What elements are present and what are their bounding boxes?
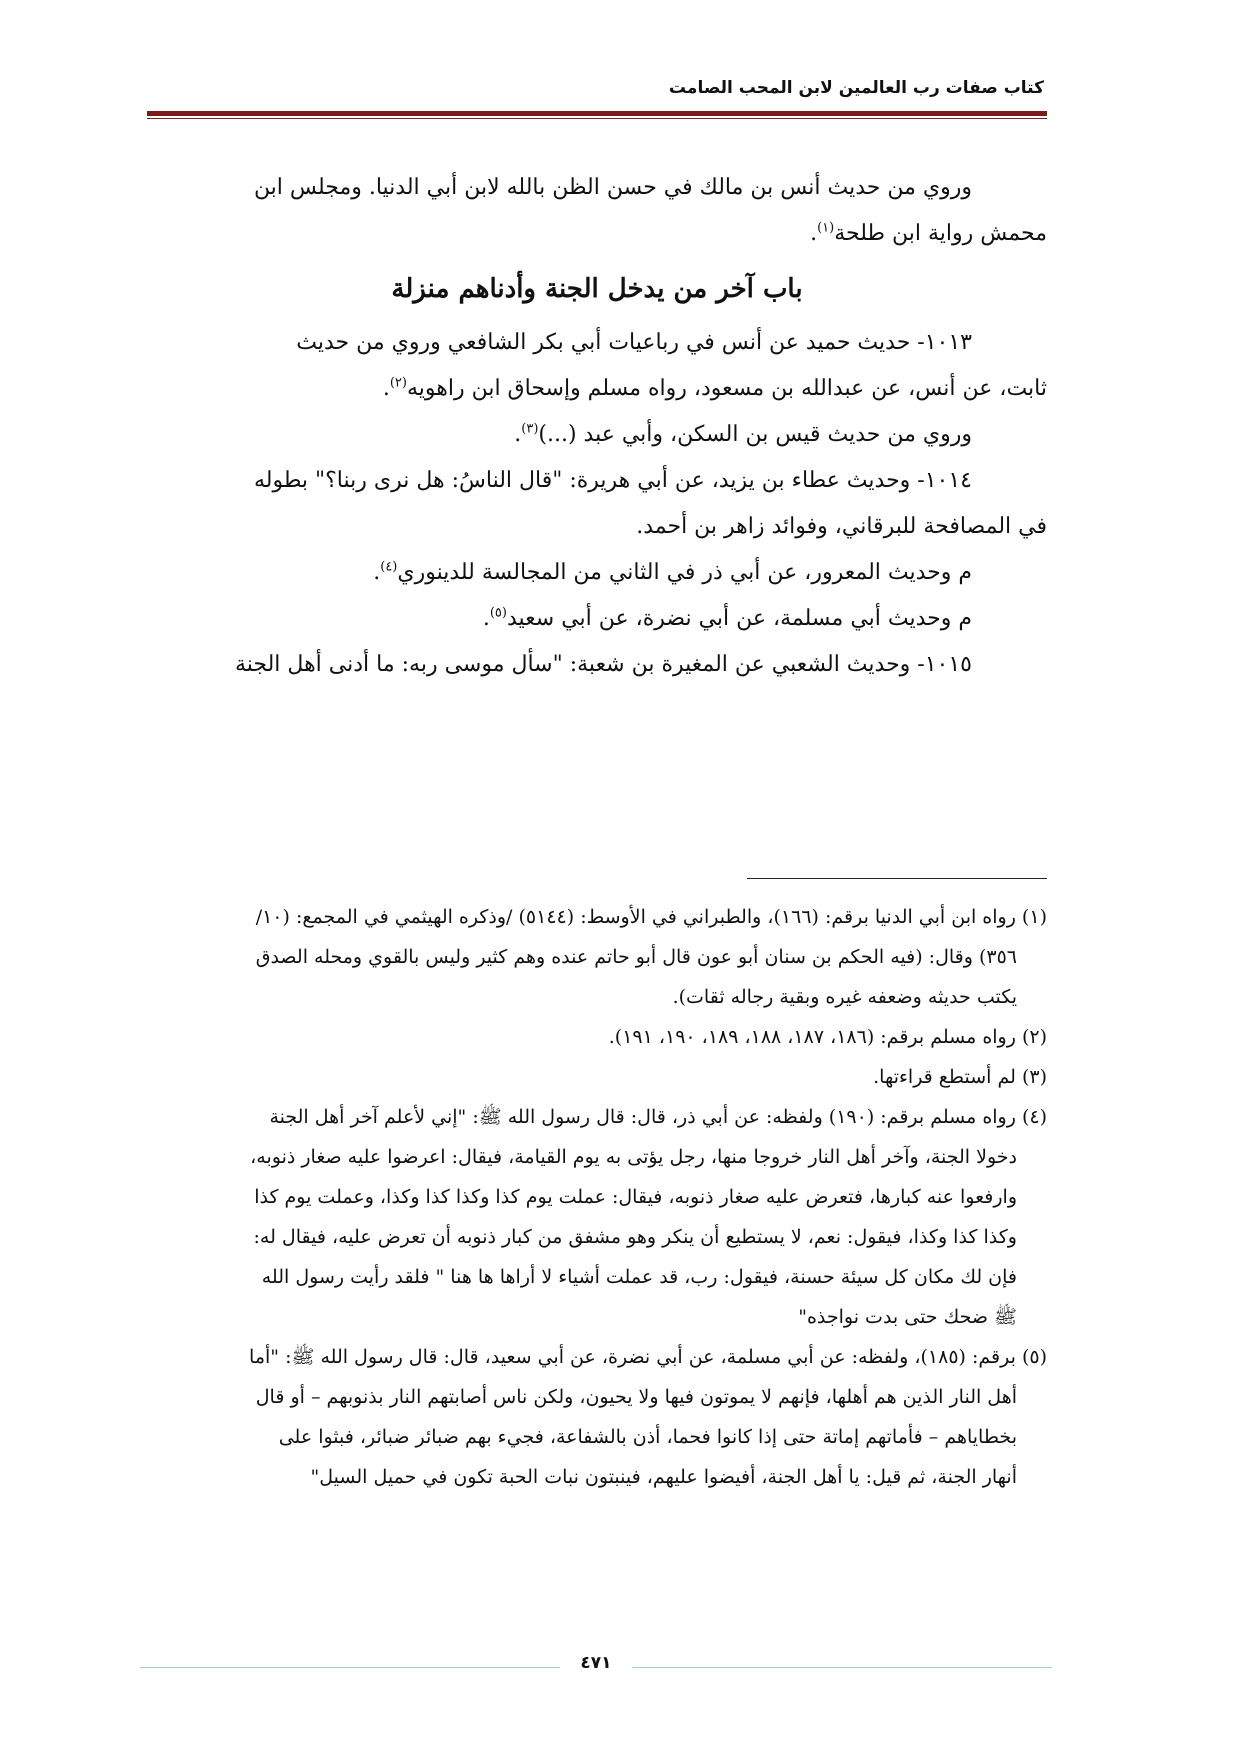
footnote-ref[interactable]: (١): [817, 220, 835, 236]
body-line: م وحديث أبي مسلمة، عن أبي نضرة، عن أبي سعيد$^{(٥)}$.: [482, 605, 972, 631]
footnote-line: (٤) رواه مسلم برقم: (١٩٠) ولفظه: عن أبي ذر، قال: قال رسول الله ﷺ: "إني لأعلم آخر أهل الجنة: [269, 1106, 1047, 1128]
footnote-ref[interactable]: (٤): [380, 559, 398, 575]
body-line: م وحديث المعرور، عن أبي ذر في الثاني من المجالسة للدينوري$^{(٤)}$.: [373, 559, 972, 585]
footnote-line: أنهار الجنة، ثم قيل: يا أهل الجنة، أفيضوا عليهم، فينبتون نبات الحبة تكون في حميل السيل": [310, 1466, 1017, 1488]
body-line: ١٠١٥- وحديث الشعبي عن المغيرة بن شعبة: "سأل موسى ربه: ما أدنى أهل الجنة: [234, 652, 972, 677]
footer-rule-right: [632, 1667, 1052, 1668]
footnotes: [147, 897, 1047, 1497]
footnote-line: وكذا كذا وكذا، فيقول: نعم، لا يستطيع أن ينكر وهو مشفق من كبار ذنوبه أن تعرض عليه، فيقال له:: [253, 1226, 1017, 1248]
footnote-ref[interactable]: (٥): [489, 605, 507, 621]
footnote-line: (١) رواه ابن أبي الدنيا برقم: (١٦٦)، والطبراني في الأوسط: (٥١٤٤) /وذكره الهيثمي في المجمع: (١٠/: [255, 906, 1047, 928]
body-line: محمش رواية ابن طلحة$^{(١)}$.: [810, 220, 1047, 246]
footnote-line: وارفعوا عنه كبارها، فتعرض عليه صغار ذنوبه، فيقال: عملت يوم كذا وكذا كذا وكذا، وعملت يوم كذا: [254, 1186, 1017, 1208]
section-heading-block: [147, 262, 1047, 316]
footnote-ref[interactable]: (٣): [521, 421, 539, 437]
footnote-line: بخطاياهم – فأماتهم إماتة حتى إذا كانوا فحما، أذن بالشفاعة، فجيء بهم ضبائر ضبائر، فبثوا على: [278, 1426, 1017, 1448]
footnote-line: أهل النار الذين هم أهلها، فإنهم لا يموتون فيها ولا يحيون، ولكن ناس أصابتهم النار بذنوبهم – أو قال: [255, 1386, 1017, 1408]
body-text-block-2: [147, 320, 1047, 688]
footnote-line: دخولا الجنة، وآخر أهل النار خروجا منها، رجل يؤتى به يوم القيامة، فيقال: اعرضوا عليه صغار ذنوبه،: [250, 1146, 1017, 1168]
running-head-title: كتاب صفات رب العالمين لابن المحب الصامت: [668, 78, 1044, 98]
body-line: ١٠١٤- وحديث عطاء بن يزيد، عن أبي هريرة: "قال الناسُ: هل نرى ربنا؟" بطوله: [253, 468, 972, 493]
footnote-line: ٣٥٦) وقال: (فيه الحكم بن سنان أبو عون قال أبو حاتم عنده وهم كثير وليس بالقوي ومحله الصدق: [255, 946, 1017, 968]
body-line: ثابت، عن أنس، عن عبدالله بن مسعود، رواه مسلم وإسحاق ابن راهويه$^{(٢)}$.: [382, 375, 1047, 401]
footer-rule-left: [140, 1667, 560, 1668]
body-text-block-1: [147, 165, 1047, 257]
body-line: ١٠١٣- حديث حميد عن أنس في رباعيات أبي بكر الشافعي وروي من حديث: [296, 330, 972, 355]
footnote-line: فإن لك مكان كل سيئة حسنة، فيقول: رب، قد عملت أشياء لا أراها ها هنا " فلقد رأيت رسول الله: [261, 1266, 1017, 1288]
section-heading: باب آخر من يدخل الجنة وأدناهم منزلة: [391, 274, 803, 304]
header-rule-thin: [147, 118, 1047, 119]
footnote-line: (٢) رواه مسلم برقم: (١٨٦، ١٨٧، ١٨٨، ١٨٩، ١٩٠، ١٩١).: [608, 1026, 1047, 1048]
footnote-line: (٥) برقم: (١٨٥)، ولفظه: عن أبي مسلمة، عن أبي نضرة، عن أبي سعيد، قال: قال رسول الله ﷺ: "أما: [249, 1346, 1047, 1368]
body-line: في المصافحة للبرقاني، وفوائد زاهر بن أحمد.: [636, 514, 1047, 539]
header-rule-thick: [147, 111, 1047, 116]
page-number: ٤٧١: [580, 1653, 612, 1673]
footnote-ref[interactable]: (٢): [389, 375, 407, 391]
footnote-line: يكتب حديثه وضعفه غيره وبقية رجاله ثقات).: [672, 986, 1017, 1008]
footnote-line: ﷺ ضحك حتى بدت نواجذه": [798, 1306, 1017, 1328]
body-line: وروي من حديث أنس بن مالك في حسن الظن بالله لابن أبي الدنيا. ومجلس ابن: [253, 175, 972, 200]
footnote-separator: [747, 878, 1047, 879]
footnote-line: (٣) لم أستطع قراءتها.: [873, 1066, 1047, 1088]
body-line: وروي من حديث قيس بن السكن، وأبي عبد (...)$^{(٣)}$.: [514, 421, 972, 447]
